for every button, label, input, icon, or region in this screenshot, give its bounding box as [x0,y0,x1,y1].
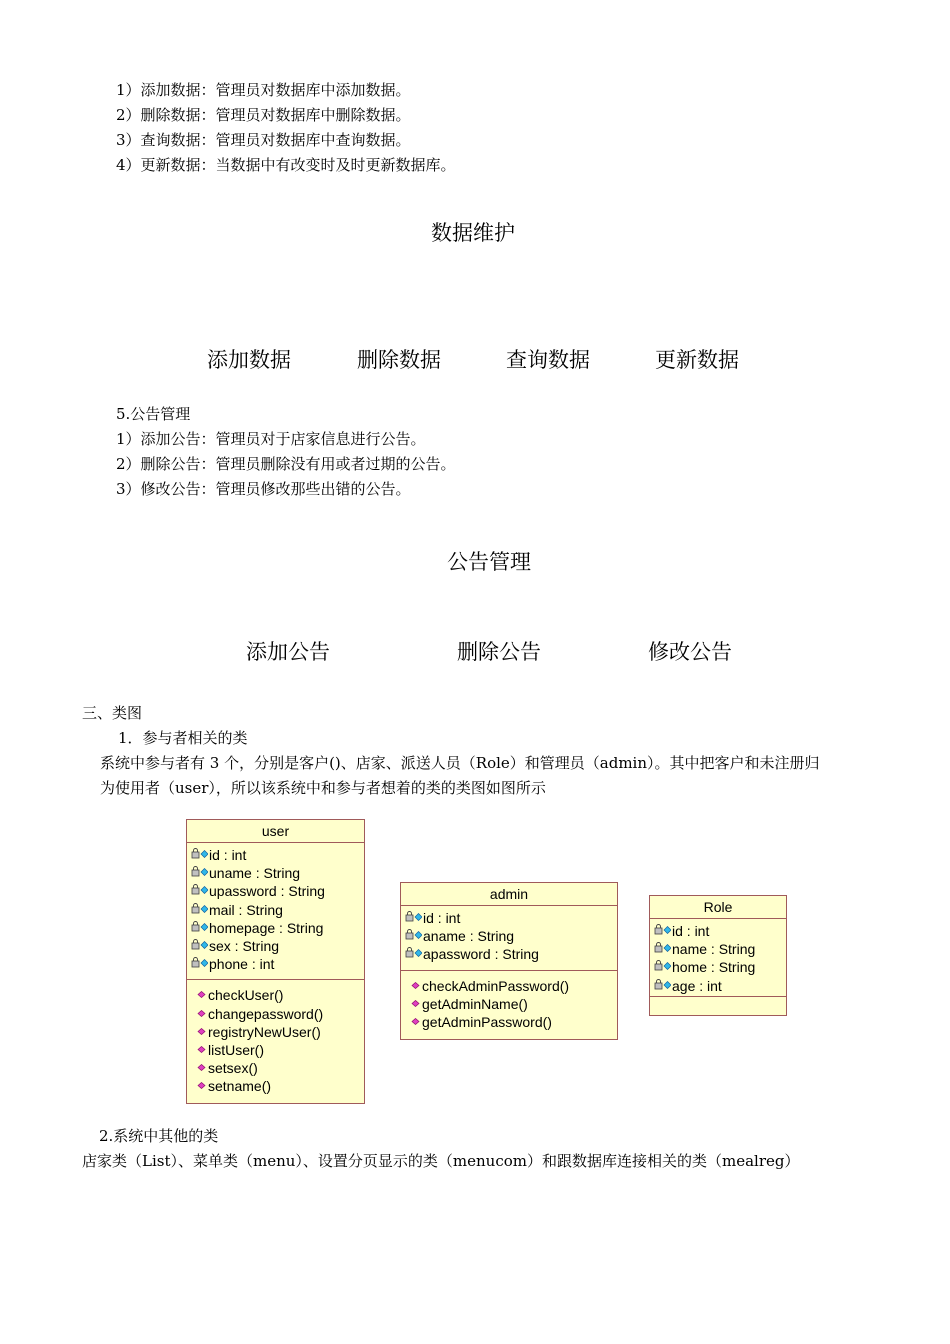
uml-class-name: admin [401,883,617,906]
uml-operations [187,980,364,1099]
private-attribute-icon [191,884,208,898]
public-operation-icon [197,1044,207,1056]
uml-attribute-text: home : String [672,959,756,976]
uml-attribute-text: sex : String [209,938,280,955]
section3-sub1: 1．参与者相关的类 [118,729,248,747]
uml-operation [411,1013,617,1031]
public-operation-icon [197,989,207,1001]
public-operation-icon [197,1026,207,1038]
section3-para-line2: 为使用者（user），所以该系统中和参与者想着的类的类图如图所示 [100,779,546,797]
private-attribute-icon [191,903,208,917]
uml-operation-text: setsex() [208,1060,258,1077]
uml-attribute [654,958,786,976]
uml-operation [197,1005,364,1023]
diagram2-child-add: 添加公告 [246,640,330,664]
private-attribute-icon [405,911,422,925]
private-attribute-icon [191,957,208,971]
public-operation-icon [197,1080,207,1092]
uml-class-name: Role [650,896,786,919]
diagram1-child-query: 查询数据 [506,348,590,372]
section3-para-line1: 系统中参与者有 3 个，分别是客户()、店家、派送人员（Role）和管理员（admin）。其中把客户和未注册归 [100,754,820,772]
diagram1-child-add: 添加数据 [207,348,291,372]
uml-operation [197,1077,364,1095]
uml-attribute [405,945,617,963]
uml-operation-text: setname() [208,1078,272,1095]
uml-attribute [191,955,364,973]
uml-attributes [187,843,364,980]
public-operation-icon [197,1008,207,1020]
uml-operation-text: changepassword() [208,1005,324,1022]
uml-attribute [191,937,364,955]
section3-sub2: 2.系统中其他的类 [99,1127,219,1145]
private-attribute-icon [654,924,671,938]
diagram2-child-delete: 删除公告 [457,640,541,664]
uml-attribute-text: uname : String [209,865,301,882]
uml-attribute-text: aname : String [423,928,515,945]
uml-attribute-text: apassword : String [423,946,539,963]
uml-operation-text: registryNewUser() [208,1023,321,1040]
uml-attribute [191,919,364,937]
uml-operation-text: checkUser() [208,987,284,1004]
list-item-query-data: 3）查询数据：管理员对数据库中查询数据。 [116,131,411,149]
diagram2-child-modify: 修改公告 [648,640,732,664]
uml-operation-text: checkAdminPassword() [422,977,570,994]
private-attribute-icon [654,942,671,956]
private-attribute-icon [405,929,422,943]
uml-operations [401,971,617,1036]
uml-operations [650,997,786,1007]
private-attribute-icon [654,979,671,993]
list-item-add-data: 1）添加数据：管理员对数据库中添加数据。 [116,81,411,99]
uml-operation [411,995,617,1013]
uml-attribute [654,940,786,958]
uml-attribute-text: name : String [672,941,756,958]
uml-operation [197,1059,364,1077]
uml-class-role [649,895,787,1016]
uml-operation [197,1023,364,1041]
list-item-update-data: 4）更新数据：当数据中有改变时及时更新数据库。 [116,156,456,174]
uml-attribute-text: id : int [209,847,247,864]
uml-attribute-text: age : int [672,977,722,994]
uml-attribute [191,882,364,900]
uml-attribute-text: phone : int [209,956,275,973]
section3-heading: 三、类图 [82,704,143,722]
uml-attribute-text: upassword : String [209,883,325,900]
uml-attributes [401,906,617,971]
private-attribute-icon [654,960,671,974]
public-operation-icon [411,980,421,992]
uml-operation-text: getAdminPassword() [422,1014,552,1031]
section5-item-modify: 3）修改公告：管理员修改那些出错的公告。 [116,480,411,498]
uml-operation [197,986,364,1004]
uml-attributes [650,919,786,997]
section3-para2: 店家类（List）、菜单类（menu）、设置分页显示的类（menucom）和跟数据库连接相关的类（mealreg） [82,1152,800,1170]
uml-attribute [191,864,364,882]
uml-class-admin [400,882,618,1040]
uml-class-name: user [187,820,364,843]
uml-attribute-text: mail : String [209,901,283,918]
public-operation-icon [411,1016,421,1028]
uml-attribute-text: id : int [423,910,461,927]
uml-operation [411,977,617,995]
uml-attribute [191,901,364,919]
list-item-delete-data: 2）删除数据：管理员对数据库中删除数据。 [116,106,411,124]
uml-attribute [654,922,786,940]
uml-attribute [191,846,364,864]
private-attribute-icon [191,848,208,862]
uml-attribute [654,977,786,995]
diagram1-child-delete: 删除数据 [357,348,441,372]
diagram2-root: 公告管理 [447,550,531,574]
private-attribute-icon [191,939,208,953]
section5-item-add: 1）添加公告：管理员对于店家信息进行公告。 [116,430,426,448]
private-attribute-icon [405,947,422,961]
uml-operation [197,1041,364,1059]
uml-attribute [405,927,617,945]
public-operation-icon [197,1062,207,1074]
section5-item-delete: 2）删除公告：管理员删除没有用或者过期的公告。 [116,455,456,473]
public-operation-icon [411,998,421,1010]
diagram1-child-update: 更新数据 [655,348,739,372]
private-attribute-icon [191,921,208,935]
uml-operation-text: getAdminName() [422,995,528,1012]
private-attribute-icon [191,866,208,880]
uml-operation-text: listUser() [208,1041,264,1058]
section5-heading: 5.公告管理 [116,405,191,423]
uml-attribute [405,909,617,927]
uml-class-user [186,819,365,1104]
diagram1-root: 数据维护 [431,221,515,245]
uml-attribute-text: homepage : String [209,919,324,936]
uml-attribute-text: id : int [672,923,710,940]
